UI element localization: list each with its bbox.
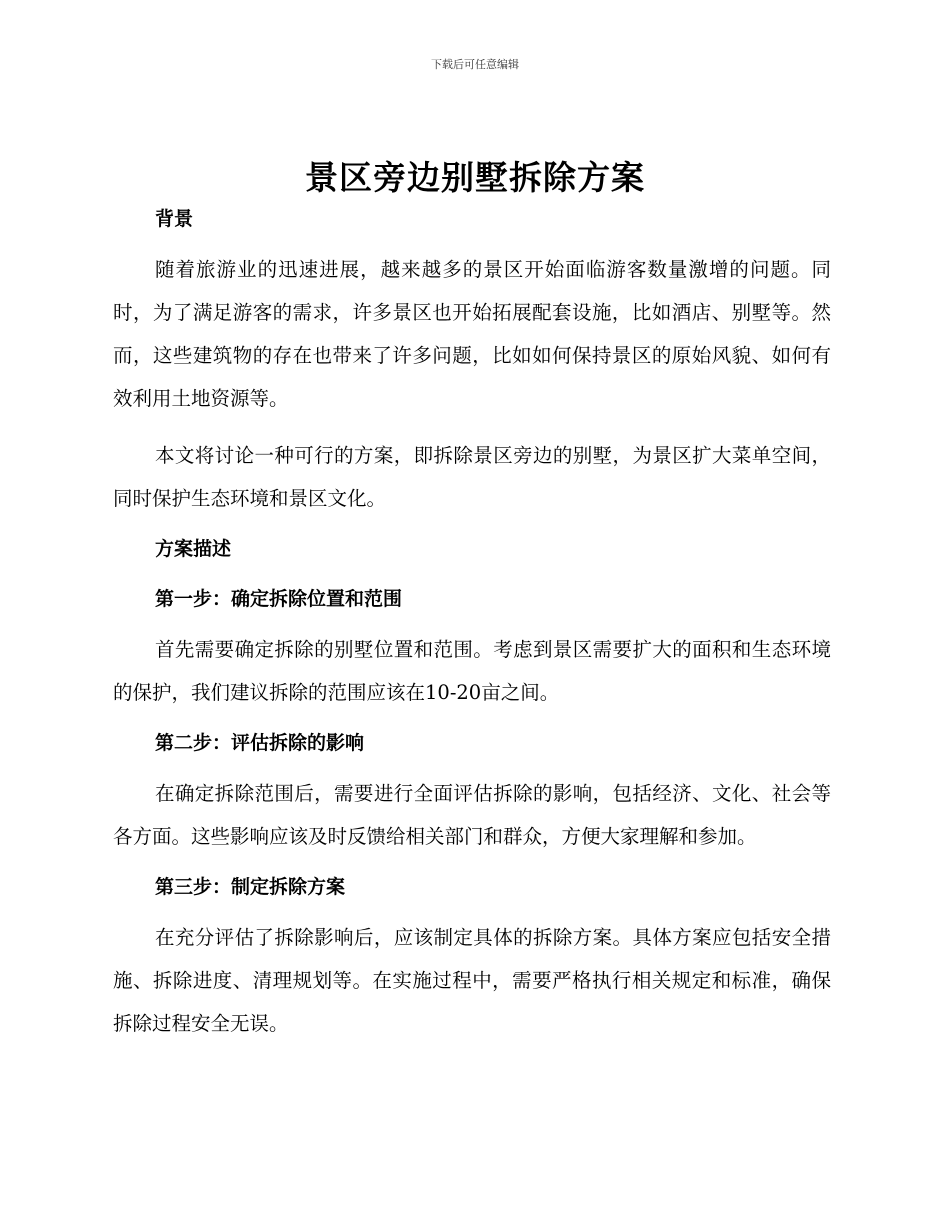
step1-heading: 第一步：确定拆除位置和范围 [155, 588, 403, 610]
step2-paragraph: 在确定拆除范围后，需要进行全面评估拆除的影响，包括经济、文化、社会等各方面。这些影响应该及时反馈给相关部门和群众，方便大家理解和参加。 [113, 782, 831, 848]
background-paragraph-2: 本文将讨论一种可行的方案，即拆除景区旁边的别墅，为景区扩大菜单空间，同时保护生态环境和景区文化。 [113, 444, 831, 510]
background-paragraph-1: 随着旅游业的迅速进展，越来越多的景区开始面临游客数量激增的问题。同时，为了满足游客的需求，许多景区也开始拓展配套设施，比如酒店、别墅等。然而，这些建筑物的存在也带来了许多问题，比如如何保持景区的原始风貌、如何有效利用土地资源等。 [113, 258, 831, 410]
step2-heading: 第二步：评估拆除的影响 [155, 732, 365, 754]
plan-heading: 方案描述 [155, 538, 232, 560]
step3-paragraph: 在充分评估了拆除影响后，应该制定具体的拆除方案。具体方案应包括安全措施、拆除进度、清理规划等。在实施过程中，需要严格执行相关规定和标准，确保拆除过程安全无误。 [113, 926, 831, 1035]
step3-heading: 第三步：制定拆除方案 [155, 876, 346, 898]
background-heading: 背景 [155, 208, 194, 230]
step1-paragraph: 首先需要确定拆除的别墅位置和范围。考虑到景区需要扩大的面积和生态环境的保护，我们建议拆除的范围应该在10-20亩之间。 [113, 638, 831, 704]
document-title: 景区旁边别墅拆除方案 [305, 158, 645, 197]
document-body [113, 198, 831, 1059]
page-header-note: 下载后可任意编辑 [431, 58, 519, 71]
